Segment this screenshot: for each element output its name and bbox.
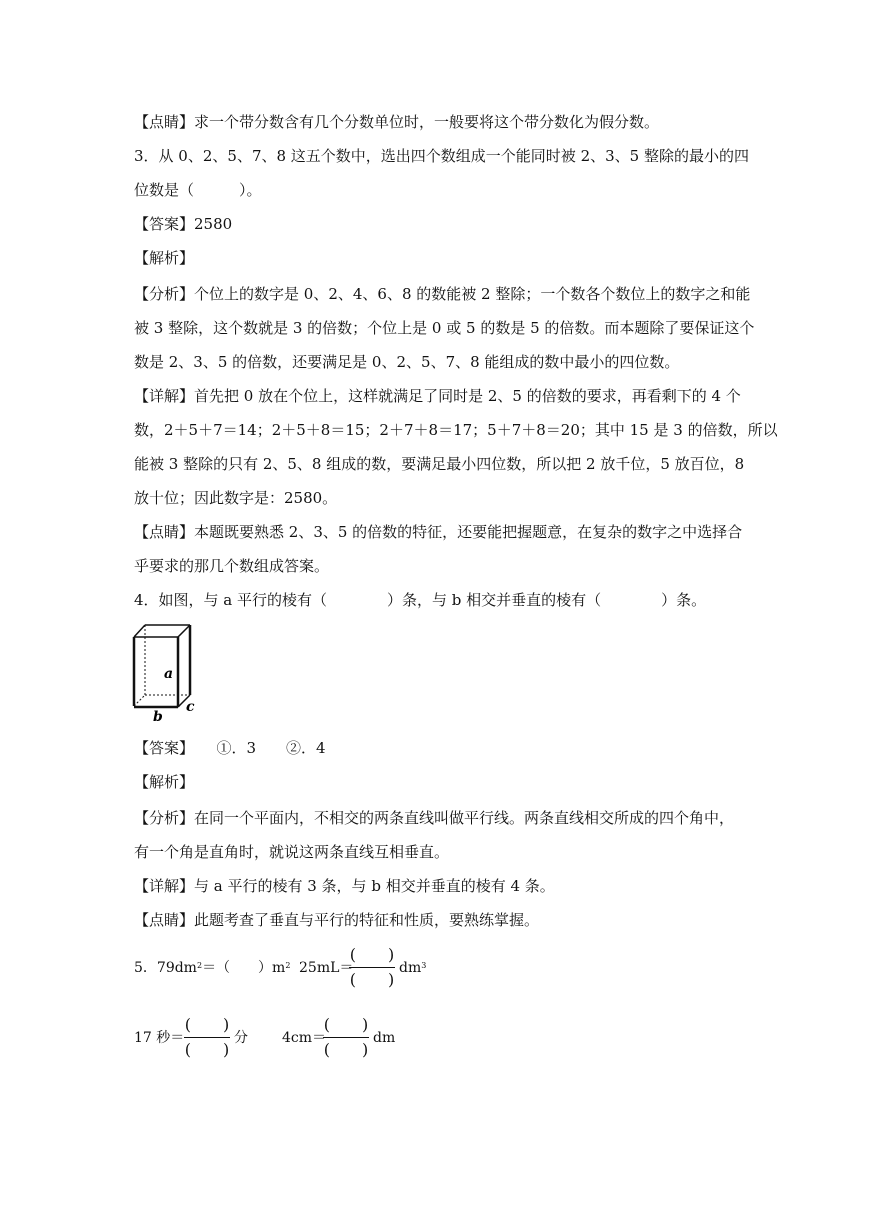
analysis-heading: 【解析】 <box>134 773 195 791</box>
text-line: 【分析】在同一个平面内，不相交的两条直线叫做平行线。两条直线相交所成的四个角中， <box>134 809 735 827</box>
q5-length-unit: dm <box>373 1030 396 1046</box>
text-line: 数是 2、3、5 的倍数，还要满足是 0、2、5、7、8 能组成的数中最小的四位数。 <box>134 353 680 371</box>
text-line: 数，2＋5＋7＝14；2＋5＋8＝15；2＋7＋8＝17；5＋7＋8＝20；其中 15 是 3 的倍数，所以 <box>134 421 778 439</box>
text-line: 【详解】与 a 平行的棱有 3 条，与 b 相交并垂直的棱有 4 条。 <box>134 877 555 895</box>
q5-length-label: 4cm＝ <box>282 1030 327 1046</box>
text-line: 放十位；因此数字是：2580。 <box>134 489 338 507</box>
q5-time-label: 17 秒＝ <box>134 1030 185 1046</box>
text-line: 【分析】个位上的数字是 0、2、4、6、8 的数能被 2 整除；一个数各个数位上的数字之和能 <box>134 285 751 303</box>
analysis-heading: 【解析】 <box>134 249 195 267</box>
text-line: 能被 3 整除的只有 2、5、8 组成的数，要满足最小四位数，所以把 2 放千位，5 放百位，8 <box>134 455 745 473</box>
q5-time-fraction: ( ) ( ) <box>184 1015 230 1059</box>
q5-volume-label: 25mL＝ <box>299 960 354 976</box>
text-line: 【点睛】此题考查了垂直与平行的特征和性质，要熟练掌握。 <box>134 911 540 929</box>
text-line: 【详解】首先把 0 放在个位上，这样就满足了同时是 2、5 的倍数的要求，再看剩下的 4 个 <box>134 387 741 405</box>
text-line: 有一个角是直角时，就说这两条直线互相垂直。 <box>134 843 450 861</box>
q5-area-conversion: 5．$79dm^2=$（ ）$m^2$ <box>134 960 291 976</box>
q5-length-fraction: ( ) ( ) <box>323 1015 369 1059</box>
q5-volume-unit: $dm^3$ <box>399 960 427 976</box>
text-line: 【点睛】求一个带分数含有几个分数单位时，一般要将这个带分数化为假分数。 <box>134 113 660 131</box>
edge-label-b: b <box>153 709 163 724</box>
text-line: 被 3 整除，这个数就是 3 的倍数；个位上是 0 或 5 的数是 5 的倍数。而本题除了要保证这个 <box>134 319 755 337</box>
question-3-text: 3．从 0、2、5、7、8 这五个数中，选出四个数组成一个能同时被 2、3、5 整除的最小的四 <box>134 147 749 165</box>
text-line: 位数是（ ）。 <box>134 181 262 199</box>
answer-line: 【答案】 ①．3 ②．4 <box>134 739 326 757</box>
question-4-text: 4．如图，与 a 平行的棱有（ ）条，与 b 相交并垂直的棱有（ ）条。 <box>134 591 707 609</box>
edge-label-c: c <box>186 699 195 715</box>
q5-time-unit: 分 <box>234 1030 248 1046</box>
text-line: 乎要求的那几个数组成答案。 <box>134 557 330 575</box>
cuboid-figure <box>128 622 204 724</box>
q5-volume-fraction: ( ) ( ) <box>349 945 395 989</box>
answer-line: 【答案】2580 <box>134 215 233 233</box>
edge-label-a: a <box>164 666 174 682</box>
text-line: 【点睛】本题既要熟悉 2、3、5 的倍数的特征，还要能把握题意，在复杂的数字之中选择合 <box>134 523 743 541</box>
